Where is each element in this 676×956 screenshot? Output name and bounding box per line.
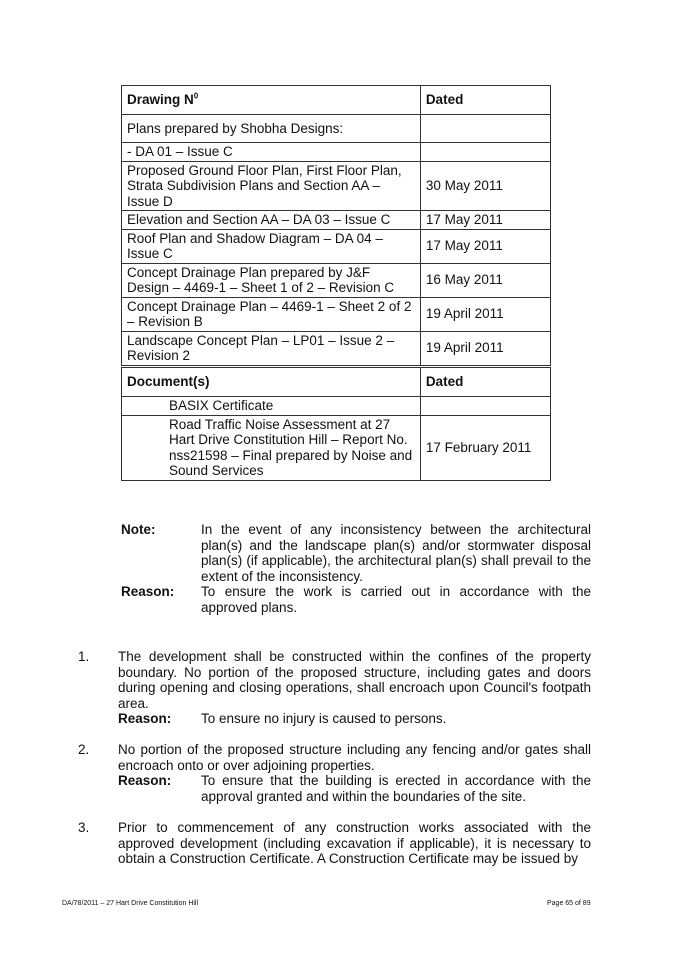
note-text: In the event of any inconsistency between the architectural plan(s) and the landscape plan(s) and/or stormwater disposal plan(s) (if applicable), the architectural plan(s) shall prevail to the extent of the inconsistency. — [201, 522, 591, 584]
document-date: 17 February 2011 — [420, 415, 550, 480]
drawing-date: 17 May 2011 — [420, 211, 550, 230]
drawing-desc: - DA 01 – Issue C — [122, 143, 421, 162]
drawing-desc: Landscape Concept Plan – LP01 – Issue 2 – Revision 2 — [122, 331, 421, 365]
footer-left: DA/78/2011 – 27 Hart Drive Constitution Hill — [62, 900, 199, 907]
table-row — [122, 415, 551, 480]
condition-1 — [78, 649, 591, 727]
document-date — [420, 397, 550, 416]
condition-reason — [118, 711, 591, 727]
table-row — [122, 161, 551, 211]
reason-text: To ensure the work is carried out in accordance with the approved plans. — [201, 584, 591, 615]
note-reason-row — [121, 584, 591, 615]
drawing-desc: Proposed Ground Floor Plan, First Floor Plan, Strata Subdivision Plans and Section AA – Issue D — [122, 161, 421, 211]
drawing-number-header: Drawing $N^0$ — [122, 86, 421, 115]
drawing-desc: Concept Drainage Plan – 4469-1 – Sheet 2 of 2 – Revision B — [122, 297, 421, 331]
condition-number: 3. — [78, 820, 90, 835]
table-header-row — [122, 368, 551, 397]
table-row — [122, 115, 551, 143]
table-row — [122, 211, 551, 230]
drawing-desc: Roof Plan and Shadow Diagram – DA 04 – Issue C — [122, 229, 421, 263]
table-row — [122, 297, 551, 331]
note-label: Note: — [121, 522, 156, 537]
drawing-date: 17 May 2011 — [420, 229, 550, 263]
drawing-date: 30 May 2011 — [420, 161, 550, 211]
reason-label: Reason: — [118, 773, 172, 788]
reason-label: Reason: — [121, 584, 175, 599]
condition-number: 1. — [78, 649, 90, 664]
dated-header: Dated — [420, 368, 550, 397]
condition-reason — [118, 773, 591, 804]
document-desc: BASIX Certificate — [122, 397, 421, 416]
drawing-date — [420, 143, 550, 162]
reason-label: Reason: — [118, 711, 172, 726]
condition-text: The development shall be constructed within the confines of the property boundary. No portion of the proposed structure, including gates and doors during opening and closing operations, shall encroach upon Council's footpath area. — [118, 649, 591, 711]
condition-number: 2. — [78, 742, 90, 757]
condition-text: No portion of the proposed structure including any fencing and/or gates shall encroach onto or over adjoining properties. — [118, 742, 591, 773]
document-desc: Road Traffic Noise Assessment at 27 Hart Drive Constitution Hill – Report No. nss21598 – Final prepared by Noise and Sound Services — [122, 415, 421, 480]
footer-page-number: Page 65 of 89 — [547, 900, 591, 907]
drawing-date: 19 April 2011 — [420, 331, 550, 365]
documents-header: Document(s) — [122, 368, 421, 397]
documents-table — [121, 367, 551, 481]
condition-3 — [78, 820, 591, 867]
drawing-date: 16 May 2011 — [420, 263, 550, 297]
table-row — [122, 397, 551, 416]
drawing-date: 19 April 2011 — [420, 297, 550, 331]
condition-2 — [78, 742, 591, 804]
drawing-date — [420, 115, 550, 143]
table-row — [122, 331, 551, 365]
table-row — [122, 263, 551, 297]
table-header-row — [122, 86, 551, 115]
condition-text: Prior to commencement of any construction works associated with the approved development (including excavation if applicable), it is necessary to obtain a Construction Certificate. A Construction Certificate may be issued by — [118, 820, 591, 866]
drawing-desc: Concept Drainage Plan prepared by J&F Design – 4469-1 – Sheet 1 of 2 – Revision C — [122, 263, 421, 297]
note-row — [121, 522, 591, 584]
drawings-table — [121, 85, 551, 366]
note-block — [121, 522, 591, 615]
drawing-desc: Plans prepared by Shobha Designs: — [122, 115, 421, 143]
dated-header: Dated — [420, 86, 550, 115]
drawing-desc: Elevation and Section AA – DA 03 – Issue C — [122, 211, 421, 230]
reason-text: To ensure that the building is erected in accordance with the approval granted and within the boundaries of the site. — [201, 773, 591, 804]
table-row — [122, 229, 551, 263]
table-row — [122, 143, 551, 162]
reason-text: To ensure no injury is caused to persons. — [201, 711, 447, 726]
